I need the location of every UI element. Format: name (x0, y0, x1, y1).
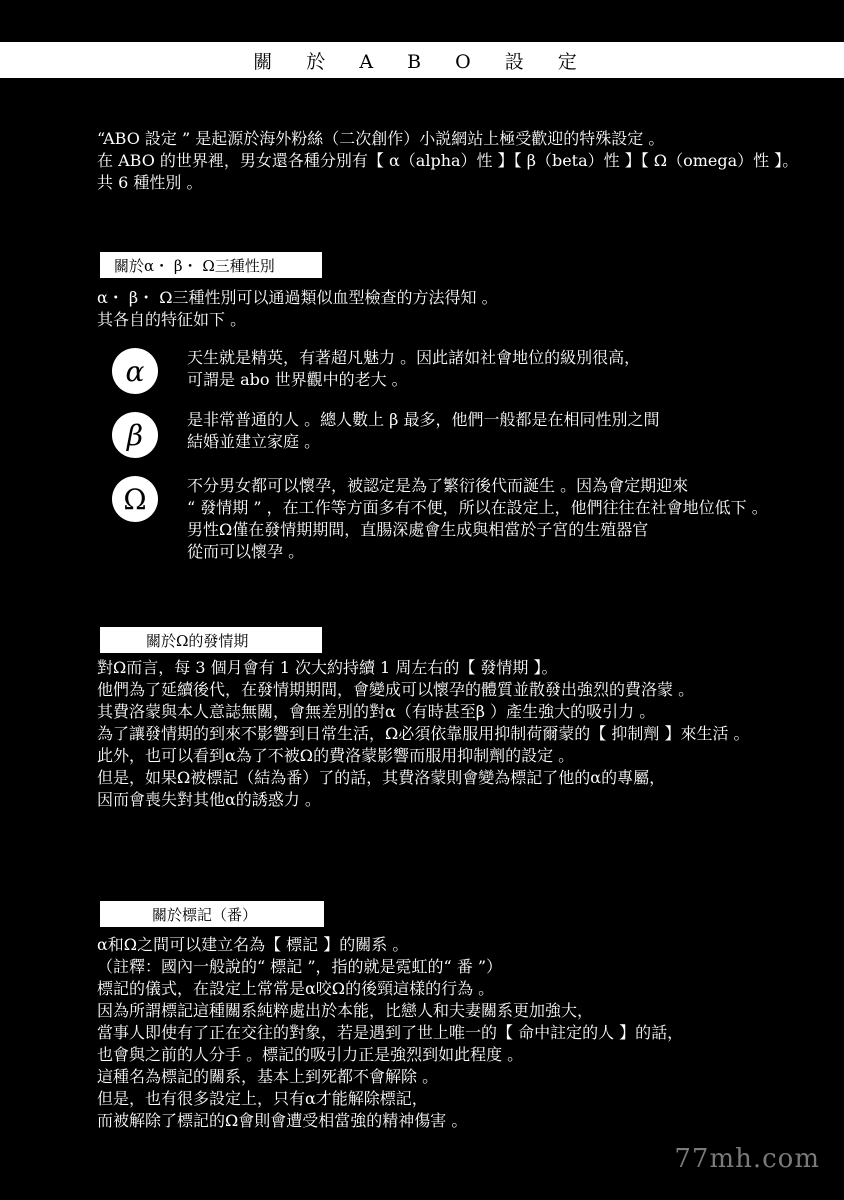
alpha-line: 天生就是精英，有著超凡魅力 。因此諸如社會地位的級別很高， (187, 348, 641, 367)
heat-line: 對Ω而言，每 3 個月會有 1 次大約持續 1 周左右的【 發情期 】。 (97, 658, 558, 677)
section-label-mark: 關於標記（番） (100, 901, 324, 927)
heat-line: 但是，如果Ω被標記（結為番）了的話，其費洛蒙則會變為標記了他的α的專屬， (97, 768, 666, 787)
genders-line: 其各自的特征如下 。 (97, 310, 247, 329)
heat-line: 他們為了延續後代，在發情期期間，會變成可以懷孕的體質並散發出強烈的費洛蒙 。 (97, 680, 695, 699)
intro-line: 共 6 種性別 。 (97, 173, 203, 192)
alpha-symbol: α (112, 348, 158, 394)
beta-line: 是非常普通的人 。總人數上 β 最多，他們一般都是在相同性別之間 (187, 410, 660, 429)
omega-line: 從而可以懷孕 。 (187, 542, 305, 561)
mark-line: 標記的儀式，在設定上常常是α咬Ω的後頸這樣的行為 。 (97, 979, 495, 998)
omega-line: 不分男女都可以懷孕，被認定是為了繁衍後代而誕生 。因為會定期迎來 (187, 476, 689, 495)
mark-line: 當事人即使有了正在交往的對象，若是遇到了世上唯一的【 命中註定的人 】的話， (97, 1023, 684, 1042)
mark-line: 而被解除了標記的Ω會則會遭受相當強的精神傷害 。 (97, 1111, 468, 1130)
mark-line: 但是，也有很多設定上，只有α才能解除標記， (97, 1089, 428, 1108)
intro-line: 在 ABO 的世界裡，男女還各種分別有【 α（alpha）性 】【 β（beta）性 】【 Ω（omega）性 】。 (97, 151, 799, 170)
omega-line: “ 發情期 ” ，在工作等方面多有不便，所以在設定上，他們往往在社會地位低下 。 (187, 498, 768, 517)
watermark: 77mh.com (674, 1144, 820, 1174)
alpha-line: 可謂是 abo 世界觀中的老大 。 (187, 370, 408, 389)
omega-symbol: Ω (112, 476, 158, 522)
mark-line: α和Ω之間可以建立名為【 標記 】的關系 。 (97, 935, 409, 954)
section-label-heat: 關於Ω的發情期 (100, 627, 322, 653)
genders-line: α・ β・ Ω三種性別可以通過類似血型檢查的方法得知 。 (97, 288, 498, 307)
heat-line: 因而會喪失對其他α的誘惑力 。 (97, 790, 321, 809)
intro-line: “ABO 設定 ” 是起源於海外粉絲（二次創作）小説網站上極受歡迎的特殊設定 。 (97, 129, 665, 148)
heat-line: 其費洛蒙與本人意誌無關，會無差別的對α（有時甚至β ）產生強大的吸引力 。 (97, 702, 656, 721)
page-title: 關 於 A B O 設 定 (0, 42, 844, 78)
beta-line: 結婚並建立家庭 。 (187, 432, 321, 451)
omega-description (187, 475, 768, 563)
omega-line: 男性Ω僅在發情期期間，直腸深處會生成與相當於子宮的生殖器官 (187, 520, 649, 539)
beta-description (187, 409, 660, 453)
mark-line: （註釋：國內一般說的“ 標記 ”，指的就是霓虹的“ 番 ”） (97, 957, 503, 976)
mark-line: 這種名為標記的關系，基本上到死都不會解除 。 (97, 1067, 439, 1086)
beta-symbol: β (112, 412, 158, 458)
heat-line: 此外，也可以看到α為了不被Ω的費洛蒙影響而服用抑制劑的設定 。 (97, 746, 575, 765)
intro-text (97, 128, 798, 194)
mark-line: 也會與之前的人分手 。標記的吸引力正是強烈到如此程度 。 (97, 1045, 524, 1064)
heat-text (97, 657, 750, 811)
alpha-description (187, 347, 640, 391)
mark-line: 因為所謂標記這種關系純粹處出於本能，比戀人和夫妻關系更加強大， (97, 1001, 594, 1020)
genders-intro-text (97, 287, 498, 331)
heat-line: 為了讓發情期的到來不影響到日常生活，Ω必須依靠服用抑制荷爾蒙的【 抑制劑 】來生活 。 (97, 724, 750, 743)
section-label-genders: 關於α・ β・ Ω三種性別 (100, 252, 322, 278)
mark-text (97, 934, 683, 1132)
